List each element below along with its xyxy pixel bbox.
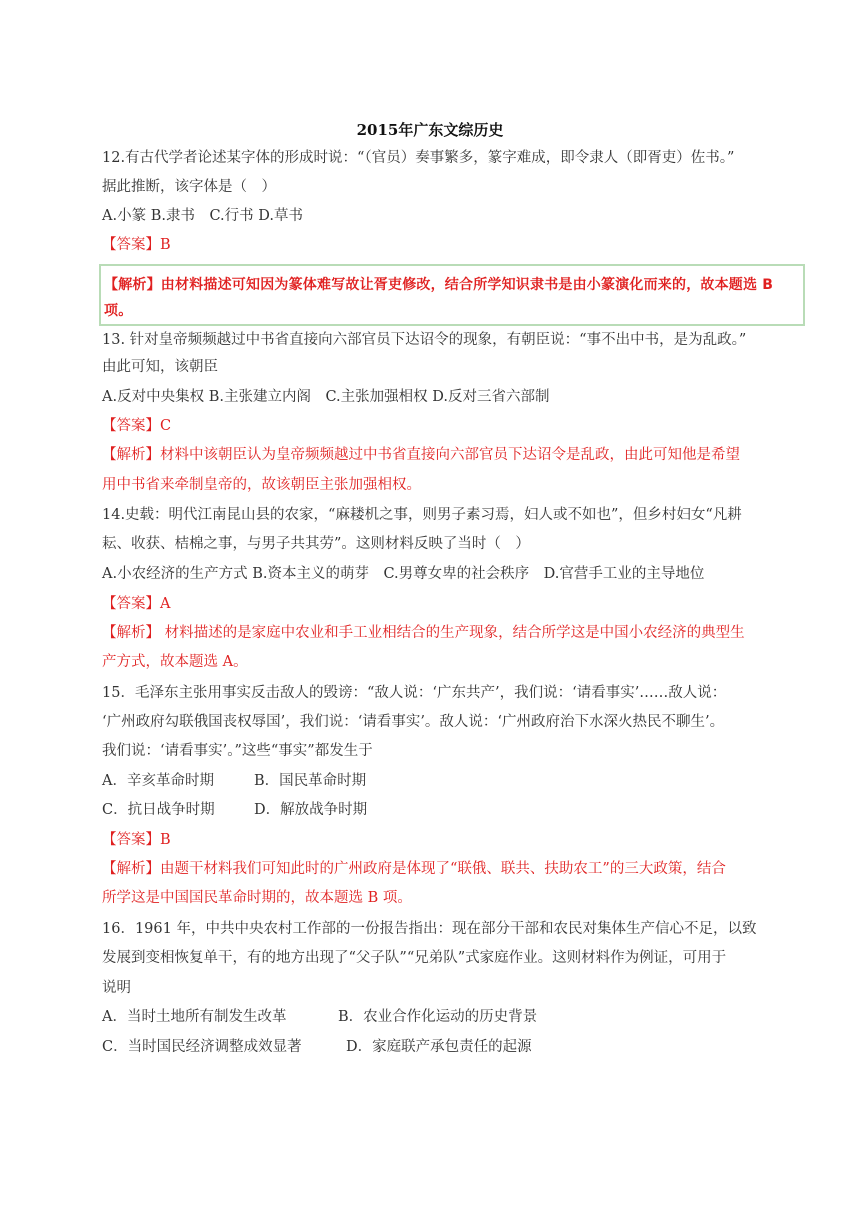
- q16-stem-line1: 16．1961 年，中共中央农村工作部的一份报告指出：现在部分干部和农民对集体生产信心不足，以致: [102, 921, 757, 937]
- q15-stem-line2: ‘广州政府勾联俄国丧权辱国’，我们说：‘请看事实’。敌人说：‘广州政府治下水深火热民不聊生’。: [102, 714, 725, 730]
- q16-stem-line2: 发展到变相恢复单干，有的地方出现了“父子队”“兄弟队”式家庭作业。这则材料作为例证，可用于: [102, 950, 727, 966]
- q16-option-c: C．当时国民经济调整成效显著: [102, 1039, 302, 1055]
- q14-analysis-line2: 产方式，故本题选 A。: [102, 654, 248, 670]
- q13-analysis-line2: 用中书省来牵制皇帝的，故该朝臣主张加强相权。: [102, 477, 421, 493]
- page-title: 2015年广东文综历史: [356, 121, 504, 139]
- q16-stem-line3: 说明: [102, 980, 131, 996]
- q15-analysis-line2: 所学这是中国国民革命时期的，故本题选 B 项。: [102, 890, 412, 906]
- q12-stem-line1: 12.有古代学者论述某字体的形成时说：“（官员）奏事繁多，篆字难成，即令隶人（即胥吏）佐书。”: [102, 150, 735, 166]
- q15-stem-line3: 我们说：‘请看事实’。”这些“事实”都发生于: [102, 743, 373, 759]
- q13-stem-line1: 13. 针对皇帝频频越过中书省直接向六部官员下达诏令的现象，有朝臣说：“事不出中书，是为乱政。”: [102, 332, 747, 348]
- q15-option-a: A．辛亥革命时期: [102, 773, 214, 789]
- q15-analysis-line1: 【解析】由题干材料我们可知此时的广州政府是体现了“联俄、联共、扶助农工”的三大政策，结合: [102, 861, 726, 877]
- q14-stem-line2: 耘、收获、桔棉之事，与男子共其劳”。这则材料反映了当时（ ）: [102, 536, 530, 552]
- q13-stem-line2: 由此可知，该朝臣: [102, 359, 218, 375]
- q15-option-b: B．国民革命时期: [254, 773, 367, 789]
- q14-options: A.小农经济的生产方式 B.资本主义的萌芽 C.男尊女卑的社会秩序 D.官营手工业的主导地位: [102, 566, 705, 582]
- q12-answer: 【答案】B: [102, 237, 171, 253]
- q13-answer: 【答案】C: [102, 418, 172, 434]
- q15-option-c: C．抗日战争时期: [102, 802, 215, 818]
- q16-option-d: D．家庭联产承包责任的起源: [346, 1039, 532, 1055]
- q15-stem-line1: 15．毛泽东主张用事实反击敌人的毁谤：“敌人说：‘广东共产’，我们说：‘请看事实’……敌人说：: [102, 685, 727, 701]
- q12-options: A.小篆 B.隶书 C.行书 D.草书: [102, 208, 303, 224]
- q13-options: A.反对中央集权 B.主张建立内阁 C.主张加强相权 D.反对三省六部制: [102, 389, 550, 405]
- q12-analysis-box: [99, 264, 805, 326]
- q14-answer: 【答案】A: [102, 596, 171, 612]
- q15-option-d: D．解放战争时期: [254, 802, 368, 818]
- q14-analysis-line1: 【解析】 材料描述的是家庭中农业和手工业相结合的生产现象，结合所学这是中国小农经济的典型生: [102, 625, 745, 641]
- q15-answer: 【答案】B: [102, 832, 171, 848]
- q14-stem-line1: 14.史载：明代江南昆山县的农家，“麻耧机之事，则男子素习焉，妇人或不如也”，但乡村妇女“凡耕: [102, 507, 742, 523]
- q13-analysis-line1: 【解析】材料中该朝臣认为皇帝频频越过中书省直接向六部官员下达诏令是乱政，由此可知他是希望: [102, 447, 740, 463]
- q16-option-a: A．当时土地所有制发生改革: [102, 1009, 287, 1025]
- q12-analysis-line1: 【解析】由材料描述可知因为篆体难写故让胥吏修改，结合所学知识隶书是由小篆演化而来的，故本题选 B: [104, 277, 774, 293]
- q12-analysis-line2: 项。: [104, 303, 133, 319]
- q12-stem-line2: 据此推断，该字体是（ ）: [102, 179, 276, 195]
- q16-option-b: B．农业合作化运动的历史背景: [338, 1009, 538, 1025]
